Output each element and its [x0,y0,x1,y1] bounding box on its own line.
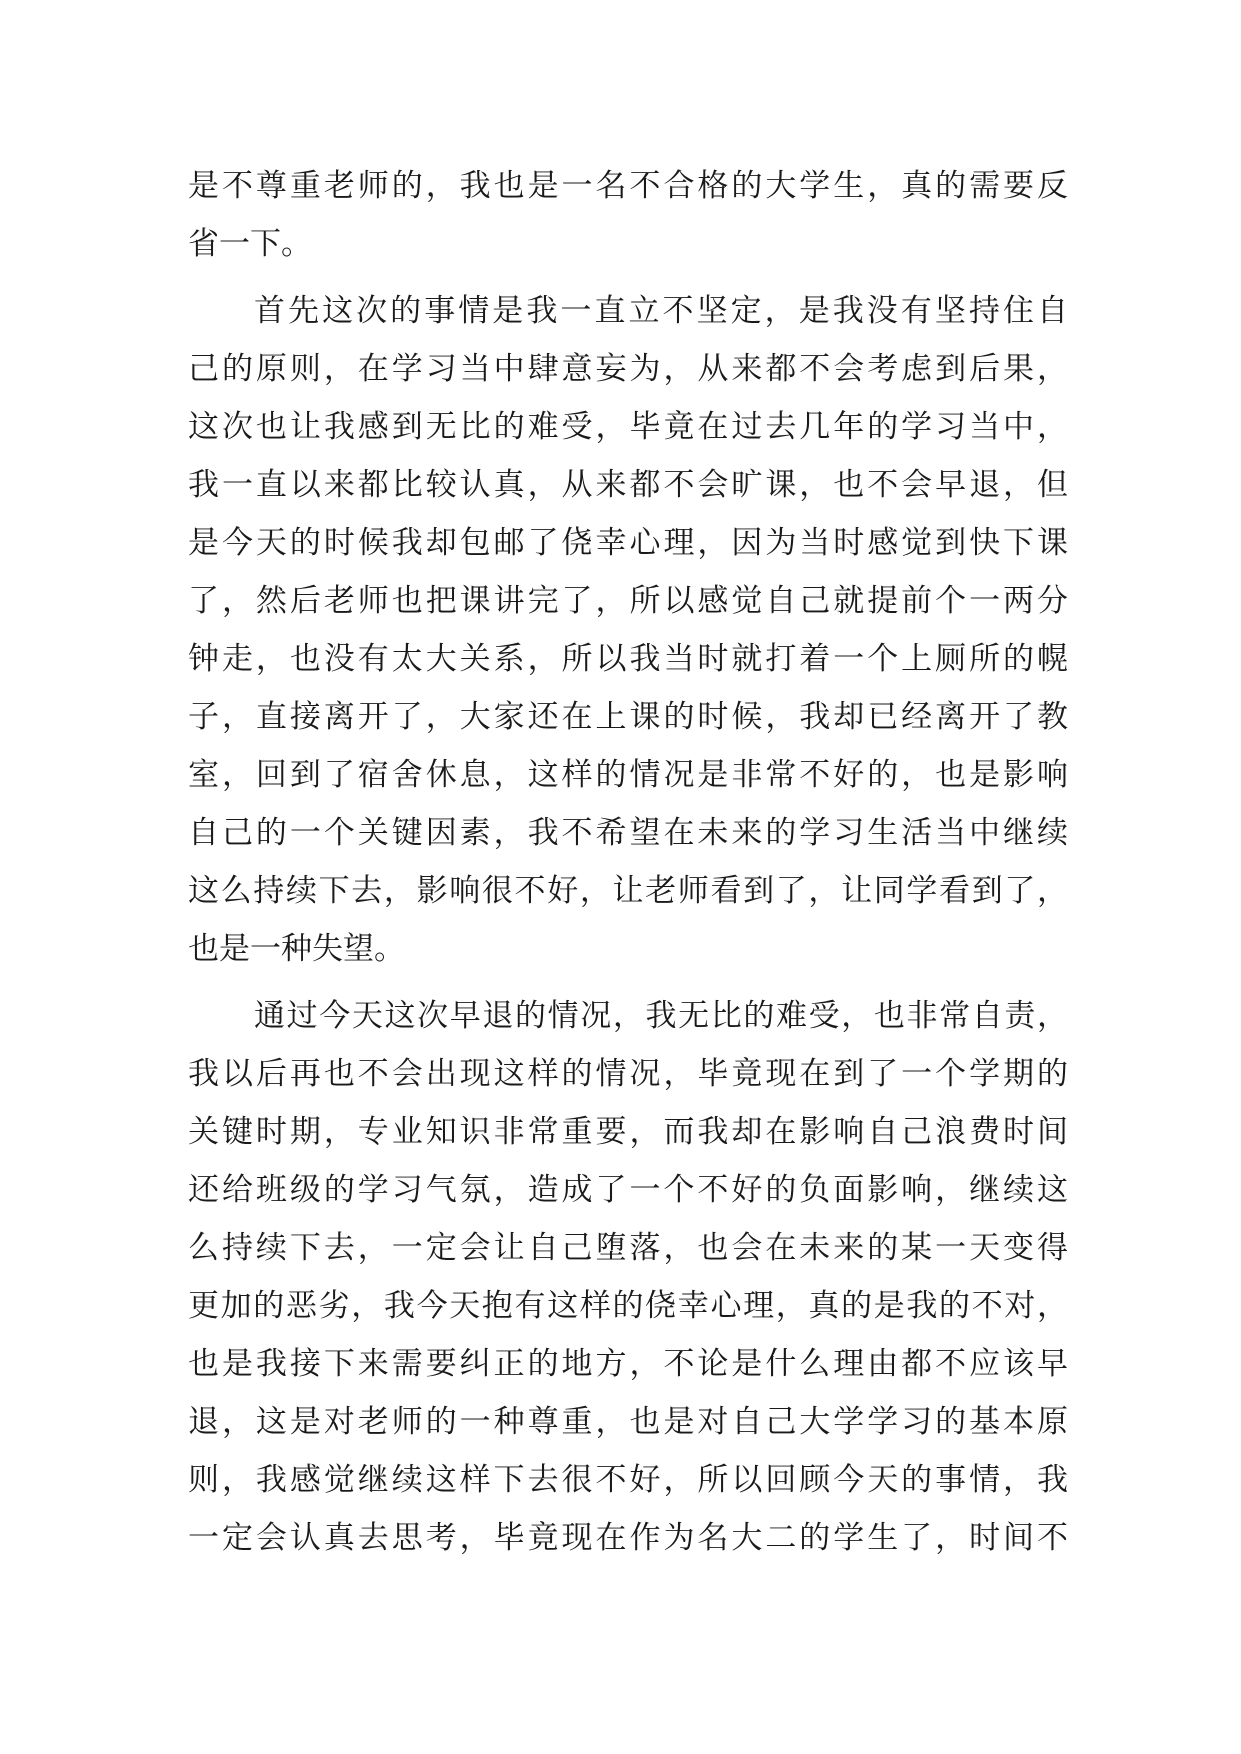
text-line: 么持续下去，一定会让自己堕落，也会在未来的某一天变得 [188,1230,1068,1266]
text-line: 了，然后老师也把课讲完了，所以感觉自己就提前个一两分 [188,583,1068,619]
text-line: 是不尊重老师的，我也是一名不合格的大学生，真的需要反 [188,168,1068,204]
document-body [188,157,1068,1567]
text-line: 首先这次的事情是我一直立不坚定，是我没有坚持住自 [254,293,1068,329]
text-line: 更加的恶劣，我今天抱有这样的侥幸心理，真的是我的不对， [188,1288,1068,1324]
text-line: 退，这是对老师的一种尊重，也是对自己大学学习的基本原 [188,1404,1068,1440]
text-line: 己的原则，在学习当中肆意妄为，从来都不会考虑到后果， [188,351,1068,387]
text-line: 这么持续下去，影响很不好，让老师看到了，让同学看到了， [188,873,1068,909]
text-line: 这次也让我感到无比的难受，毕竟在过去几年的学习当中， [188,409,1068,445]
text-line: 也是我接下来需要纠正的地方，不论是什么理由都不应该早 [188,1346,1068,1382]
text-line: 一定会认真去思考，毕竟现在作为名大二的学生了，时间不 [188,1520,1068,1556]
text-line: 也是一种失望。 [188,931,405,967]
paragraph [188,282,1068,978]
text-line: 我一直以来都比较认真，从来都不会旷课，也不会早退，但 [188,467,1068,503]
text-line: 室，回到了宿舍休息，这样的情况是非常不好的，也是影响 [188,757,1068,793]
text-line: 还给班级的学习气氛，造成了一个不好的负面影响，继续这 [188,1172,1068,1208]
text-line: 子，直接离开了，大家还在上课的时候，我却已经离开了教 [188,699,1068,735]
text-line: 我以后再也不会出现这样的情况，毕竟现在到了一个学期的 [188,1056,1068,1092]
paragraph [188,987,1068,1567]
text-line: 省一下。 [188,226,312,262]
text-line: 是今天的时候我却包邮了侥幸心理，因为当时感觉到快下课 [188,525,1068,561]
text-line: 则，我感觉继续这样下去很不好，所以回顾今天的事情，我 [188,1462,1068,1498]
paragraph [188,157,1068,273]
text-line: 钟走，也没有太大关系，所以我当时就打着一个上厕所的幌 [188,641,1068,677]
text-line: 通过今天这次早退的情况，我无比的难受，也非常自责， [254,998,1068,1034]
text-line: 自己的一个关键因素，我不希望在未来的学习生活当中继续 [188,815,1068,851]
text-line: 关键时期，专业知识非常重要，而我却在影响自己浪费时间 [188,1114,1068,1150]
